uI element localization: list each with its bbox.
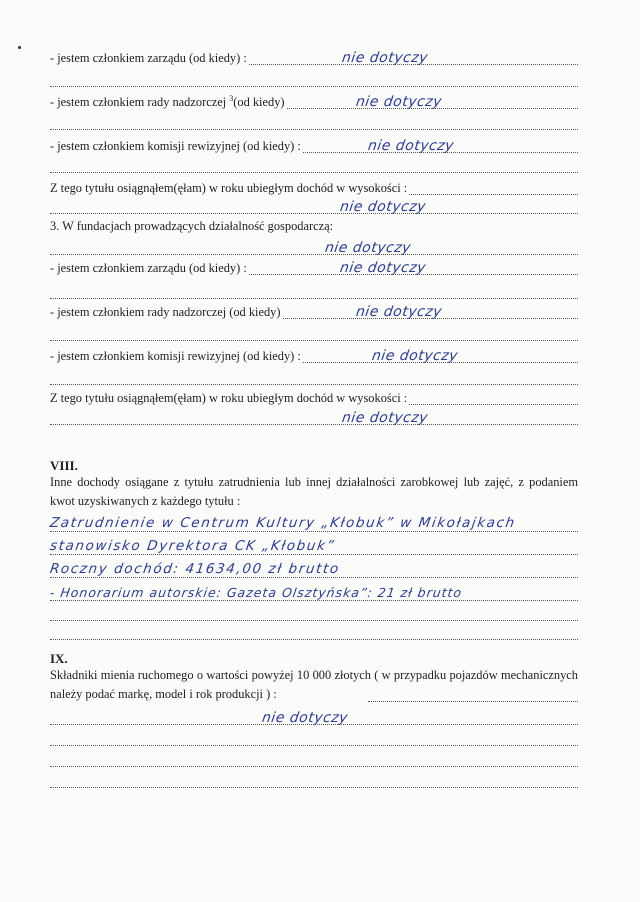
dotted-line: [50, 745, 578, 746]
page-mark: [18, 46, 21, 49]
handwritten-answer: Roczny dochód: 41634,00 zł brutto: [48, 561, 341, 577]
handwritten-line: [50, 581, 578, 603]
handwritten-line: [50, 512, 578, 534]
form-row-supervisory-board-2: [50, 304, 578, 322]
dotted-line: [50, 620, 578, 621]
section-viii-text: Inne dochody osiągane z tytułu zatrudnienia lub innej działalności zarobkowej lub zajęć, z podaniem kwot uzyskiwanych z każdego tytułu :: [50, 475, 578, 508]
handwritten-answer: nie dotyczy: [338, 199, 428, 215]
dotted-line: [50, 384, 578, 385]
handwritten-line: [50, 558, 578, 580]
form-row-board-member: [50, 50, 578, 68]
field-label: Z tego tytułu osiągnąłem(ęłam) w roku ubiegłym dochód w wysokości :: [50, 181, 408, 195]
dotted-line: [50, 129, 578, 130]
field-label: - jestem członkiem zarządu (od kiedy) :: [50, 51, 247, 65]
dotted-line: [50, 172, 578, 173]
dotted-line: [368, 701, 578, 702]
field-label: - jestem członkiem rady nadzorczej $^3$(od kiedy): [50, 93, 285, 109]
handwritten-answer: - Honorarium autorskie: Gazeta Olsztyńska”: 21 zł brutto: [48, 585, 464, 600]
ix-answer-line: [50, 710, 578, 728]
handwritten-answer: nie dotyczy: [260, 710, 350, 726]
form-row-audit-committee: [50, 138, 578, 156]
income-answer-line: [50, 199, 578, 217]
section-heading-viii: VIII.: [50, 458, 78, 473]
field-label: - jestem członkiem rady nadzorczej (od kiedy): [50, 305, 281, 319]
section-ix-text: Składniki mienia ruchomego o wartości powyżej 10 000 złotych ( w przypadku pojazdów mechanicznych należy podać markę, model i rok produkcji ) :: [50, 668, 578, 701]
dotted-line: [50, 766, 578, 767]
foundations-answer-line: [50, 240, 578, 258]
section-heading-ix: IX.: [50, 651, 68, 666]
handwritten-line: [50, 535, 578, 557]
handwritten-answer: nie dotyczy: [340, 410, 430, 426]
handwritten-answer: nie dotyczy: [366, 138, 456, 154]
form-row-board-member-2: [50, 260, 578, 278]
income-answer-line-2: [50, 410, 578, 428]
handwritten-answer: Zatrudnienie w Centrum Kultury „Kłobuk” w Mikołajkach: [48, 515, 517, 531]
form-row-income: [50, 180, 578, 198]
handwritten-answer: nie dotyczy: [354, 94, 444, 110]
form-row-income-2: [50, 390, 578, 408]
field-label: - jestem członkiem komisji rewizyjnej (od kiedy) :: [50, 139, 301, 153]
dotted-line: [50, 787, 578, 788]
field-label: - jestem członkiem komisji rewizyjnej (od kiedy) :: [50, 349, 301, 363]
handwritten-answer: stanowisko Dyrektora CK „Kłobuk”: [48, 538, 337, 554]
form-row-supervisory-board: [50, 94, 578, 112]
dotted-line: [50, 86, 578, 87]
dotted-line: [50, 340, 578, 341]
handwritten-answer: nie dotyczy: [323, 240, 413, 256]
form-row-foundations: [50, 218, 578, 236]
field-label: 3. W fundacjach prowadzących działalność gospodarczą:: [50, 219, 334, 233]
dotted-line: [50, 298, 578, 299]
dotted-line: [50, 639, 578, 640]
field-label: - jestem członkiem zarządu (od kiedy) :: [50, 261, 247, 275]
handwritten-answer: nie dotyczy: [338, 260, 428, 276]
handwritten-answer: nie dotyczy: [370, 348, 460, 364]
handwritten-answer: nie dotyczy: [340, 50, 430, 66]
field-label: Z tego tytułu osiągnąłem(ęłam) w roku ubiegłym dochód w wysokości :: [50, 391, 408, 405]
form-row-audit-committee-2: [50, 348, 578, 366]
handwritten-answer: nie dotyczy: [354, 304, 444, 320]
